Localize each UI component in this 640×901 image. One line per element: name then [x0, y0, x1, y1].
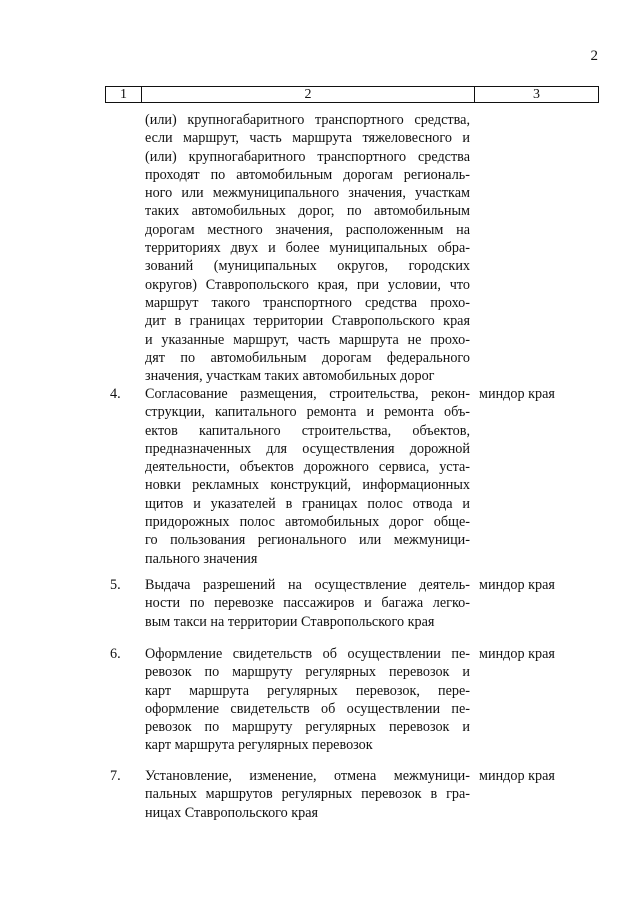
text-line: значения, участкам таких автомобильных дорог	[145, 368, 435, 385]
text-line: Установление, изменение, отмена межмуници-	[145, 768, 470, 784]
text-line: дят по автомобильным дорогам федерального	[145, 349, 470, 366]
text-line: дит в границах территории Ставропольского края	[145, 313, 470, 330]
text-line: ревозок по маршруту регулярных перевозок и	[145, 719, 470, 736]
table-header-col-2: 2	[142, 87, 475, 102]
text-line: щитов и указателей в границах полос отвода и	[145, 495, 470, 512]
row-number: 4.	[110, 386, 121, 402]
text-line: зований (муниципальных округов, городских	[145, 258, 470, 275]
text-line: придорожных полос автомобильных дорог обще-	[145, 514, 470, 531]
row-number: 5.	[110, 577, 121, 593]
row-number: 7.	[110, 768, 121, 784]
text-line: (или) крупногабаритного транспортного средства	[145, 148, 470, 165]
row-description	[145, 576, 470, 631]
text-line: дорогам местного значения, расположенным на	[145, 221, 470, 238]
text-line: карт маршрута регулярных перевозок, пере-	[145, 682, 470, 699]
text-line: предназначенных для осуществления дорожной	[145, 440, 470, 457]
row-responsible: миндор края	[479, 768, 555, 784]
table-header	[105, 86, 599, 103]
text-line: ности по перевозке пассажиров и багажа легко-	[145, 595, 470, 612]
continuation-text	[145, 111, 470, 385]
text-line: ного или межмуниципального значения, участкам	[145, 185, 470, 202]
row-description	[145, 385, 470, 568]
text-line: ницах Ставропольского края	[145, 804, 319, 821]
row-number: 6.	[110, 646, 121, 662]
row-responsible: миндор края	[479, 577, 555, 593]
text-line: оформление свидетельств об осуществлении пе-	[145, 700, 470, 717]
text-line: таких автомобильных дорог, по автомобильным	[145, 203, 470, 220]
text-line: ектов капитального строительства, объектов,	[145, 422, 470, 439]
text-line: деятельности, объектов дорожного сервиса, уста-	[145, 459, 470, 476]
text-line: и указанные маршрут, часть маршрута не прохо-	[145, 331, 470, 348]
text-line: вым такси на территории Ставропольского края	[145, 613, 435, 630]
text-line: Оформление свидетельств об осуществлении пе-	[145, 646, 470, 662]
text-line: струкции, капитального ремонта и ремонта объ-	[145, 404, 470, 421]
text-line: го пользования регионального или межмуници-	[145, 532, 470, 549]
text-line: маршрут такого транспортного средства прохо-	[145, 294, 470, 311]
text-line: Выдача разрешений на осуществление деятель-	[145, 577, 470, 593]
row-responsible: миндор края	[479, 646, 555, 662]
table-header-col-1: 1	[106, 87, 142, 102]
text-line: новки рекламных конструкций, информационных	[145, 477, 470, 494]
table-header-col-3: 3	[533, 86, 540, 102]
text-line: пальных маршрутов регулярных перевозок в гра-	[145, 786, 470, 803]
text-line: территориях двух и более муниципальных обра-	[145, 240, 470, 257]
text-line: пального значения	[145, 550, 258, 567]
text-line: проходят по автомобильным дорогам региональ-	[145, 166, 470, 183]
row-description	[145, 767, 470, 822]
text-line: Согласование размещения, строительства, рекон-	[145, 386, 470, 402]
row-responsible: миндор края	[479, 386, 555, 402]
page-number: 2	[590, 48, 598, 64]
text-line: карт маршрута регулярных перевозок	[145, 737, 373, 754]
text-line: округов) Ставропольского края, при условии, что	[145, 276, 470, 293]
row-description	[145, 645, 470, 755]
text-line: ревозок по маршруту регулярных перевозок и	[145, 664, 470, 681]
text-line: (или) крупногабаритного транспортного средства,	[145, 112, 470, 128]
text-line: если маршрут, часть маршрута тяжеловесного и	[145, 130, 470, 147]
